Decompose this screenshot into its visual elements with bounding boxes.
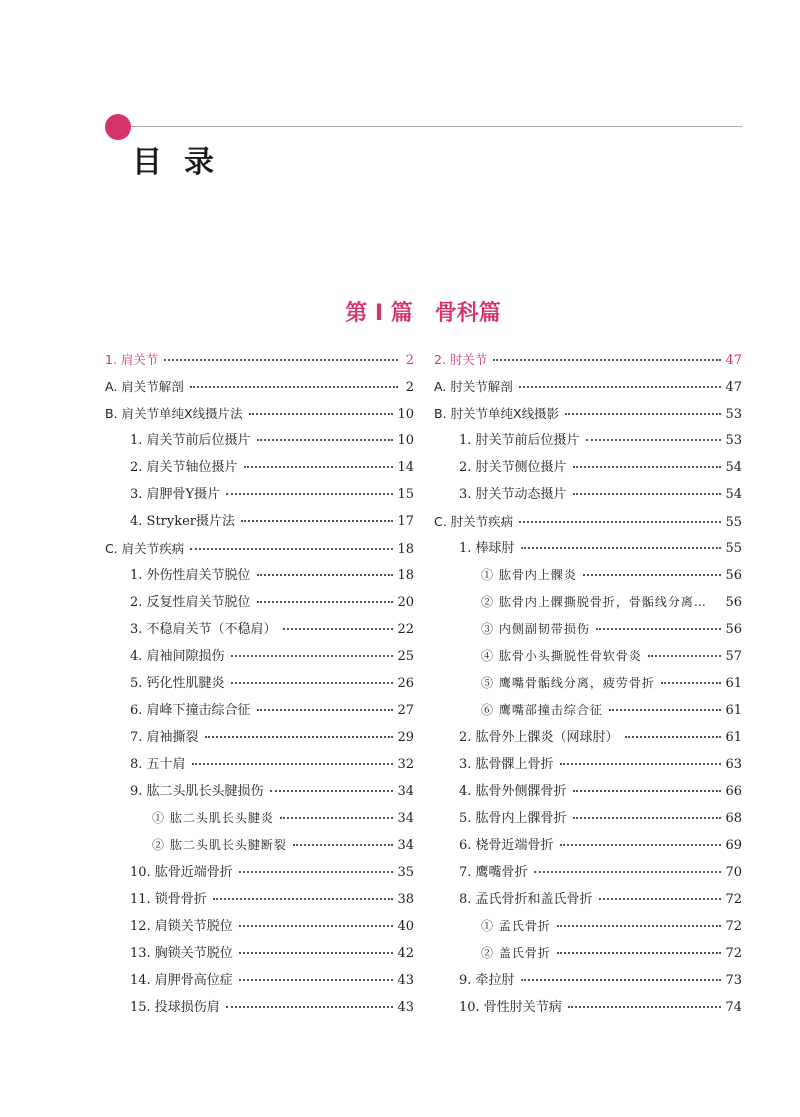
- toc-entry-title: ② 肱骨内上髁撕脱骨折，骨骺线分离…: [481, 595, 707, 609]
- dot-leader: [192, 762, 394, 765]
- toc-entry-title: 2. 肘关节: [434, 352, 488, 367]
- dot-leader: [557, 951, 722, 954]
- toc-entry-title: 2. 肘关节侧位摄片: [459, 460, 567, 475]
- dot-leader: [583, 573, 722, 576]
- toc-entry[interactable]: [105, 373, 414, 400]
- dot-leader: [257, 573, 394, 576]
- toc-entry[interactable]: [434, 454, 742, 481]
- toc-entry[interactable]: [105, 886, 414, 913]
- toc-entry[interactable]: [434, 832, 742, 859]
- dot-leader: [213, 897, 394, 900]
- toc-entry-title: 5. 钙化性肌腱炎: [130, 676, 225, 691]
- toc-entry[interactable]: [105, 508, 414, 535]
- toc-entry[interactable]: [434, 427, 742, 454]
- toc-entry[interactable]: [434, 481, 742, 508]
- toc-entry-page: 10: [397, 407, 414, 422]
- toc-entry-page: 69: [725, 838, 742, 853]
- toc-entry[interactable]: [434, 805, 742, 832]
- toc-entry-page: 61: [725, 703, 742, 718]
- toc-entry-title: 7. 鹰嘴骨折: [459, 865, 528, 880]
- dot-leader: [565, 412, 721, 415]
- toc-entry-title: 1. 外伤性肩关节脱位: [130, 568, 251, 583]
- dot-leader: [521, 546, 722, 549]
- toc-entry-page: 43: [397, 973, 414, 988]
- toc-entry-title: 8. 孟氏骨折和盖氏骨折: [459, 892, 593, 907]
- dot-leader: [249, 412, 394, 415]
- header-rule: [131, 126, 742, 127]
- dot-leader: [239, 870, 394, 873]
- dot-leader: [280, 816, 394, 819]
- toc-entry[interactable]: [434, 508, 742, 535]
- toc-entry[interactable]: [434, 859, 742, 886]
- dot-leader: [270, 789, 394, 792]
- accent-dot: [105, 114, 131, 140]
- toc-entry-title: 1. 肩关节: [105, 352, 159, 367]
- dot-leader: [226, 492, 393, 495]
- toc-entry-title: ① 孟氏骨折: [481, 919, 551, 933]
- toc-entry-title: ④ 肱骨小头撕脱性骨软骨炎: [481, 649, 642, 663]
- toc-entry[interactable]: [434, 670, 742, 697]
- toc-entry-page: 61: [725, 676, 742, 691]
- toc-entry[interactable]: [434, 994, 742, 1021]
- dot-leader: [241, 519, 393, 522]
- toc-entry[interactable]: [105, 400, 414, 427]
- toc-entry-page: 18: [397, 542, 414, 557]
- toc-entry-title: 4. 肱骨外侧髁骨折: [459, 784, 567, 799]
- dot-leader: [573, 789, 722, 792]
- toc-entry-page: 2: [405, 380, 414, 395]
- toc-entry-title: 3. 肩胛骨Y摄片: [130, 487, 221, 502]
- dot-leader: [239, 924, 394, 927]
- toc-entry-title: A. 肩关节解剖: [105, 379, 184, 394]
- toc-entry-page: 43: [397, 1000, 414, 1015]
- toc-entry-title: 13. 胸锁关节脱位: [130, 946, 233, 961]
- toc-entry-title: 11. 锁骨骨折: [130, 892, 207, 907]
- toc-entry[interactable]: [105, 859, 414, 886]
- toc-entry-page: 26: [397, 676, 414, 691]
- toc-entry-page: 42: [397, 946, 414, 961]
- dot-leader: [534, 870, 722, 873]
- toc-entry-page: 72: [725, 892, 742, 907]
- dot-leader: [519, 520, 721, 523]
- toc-entry[interactable]: [105, 562, 414, 589]
- toc-entry[interactable]: [105, 427, 414, 454]
- toc-entry-title: 3. 肱骨髁上骨折: [459, 757, 554, 772]
- toc-entry-title: ⑥ 鹰嘴部撞击综合征: [481, 703, 603, 717]
- toc-entry-page: 20: [397, 595, 414, 610]
- toc-entry-title: 4. Stryker摄片法: [130, 514, 236, 529]
- dot-leader: [713, 602, 722, 603]
- toc-entry[interactable]: [434, 562, 742, 589]
- toc-entry-page: 35: [397, 865, 414, 880]
- dot-leader: [164, 358, 398, 361]
- dot-leader: [648, 654, 722, 657]
- dot-leader: [586, 438, 722, 441]
- dot-leader: [573, 816, 722, 819]
- toc-entry-page: 47: [725, 353, 742, 368]
- part-title: 第 I 篇 骨科篇: [345, 301, 501, 326]
- toc-entry[interactable]: [105, 454, 414, 481]
- dot-leader: [560, 843, 722, 846]
- toc-entry-page: 66: [725, 784, 742, 799]
- dot-leader: [661, 681, 722, 684]
- toc-entry[interactable]: [434, 778, 742, 805]
- toc-entry[interactable]: [434, 346, 742, 373]
- toc-entry[interactable]: [434, 589, 742, 616]
- toc-entry[interactable]: [105, 778, 414, 805]
- dot-leader: [557, 924, 722, 927]
- toc-entry-page: 74: [725, 1000, 742, 1015]
- toc-entry-title: ③ 内侧副韧带损伤: [481, 622, 590, 636]
- dot-leader: [190, 385, 398, 388]
- toc-entry-page: 47: [725, 380, 742, 395]
- dot-leader: [226, 1005, 394, 1008]
- toc-entry-page: 56: [725, 568, 742, 583]
- toc-entry-page: 14: [397, 460, 414, 475]
- toc-entry-page: 72: [725, 919, 742, 934]
- toc-column-right: [434, 346, 742, 1021]
- toc-entry-page: 56: [725, 622, 742, 637]
- toc-entry-page: 18: [397, 568, 414, 583]
- toc-entry-title: 15. 投球损伤肩: [130, 1000, 220, 1015]
- toc-entry-page: 53: [725, 407, 742, 422]
- dot-leader: [560, 762, 722, 765]
- toc-entry-page: 55: [725, 515, 742, 530]
- toc-entry[interactable]: [105, 616, 414, 643]
- toc-entry-title: ① 肱二头肌长头腱炎: [152, 811, 274, 825]
- toc-entry-page: 40: [397, 919, 414, 934]
- toc-entry-page: 34: [397, 838, 414, 853]
- toc-entry[interactable]: [434, 616, 742, 643]
- toc-entry-page: 53: [725, 433, 742, 448]
- toc-entry[interactable]: [105, 643, 414, 670]
- toc-entry-title: 2. 反复性肩关节脱位: [130, 595, 251, 610]
- dot-leader: [239, 951, 394, 954]
- toc-entry-page: 68: [725, 811, 742, 826]
- toc-entry-title: B. 肩关节单纯X线摄片法: [105, 406, 243, 421]
- toc-entry-title: C. 肩关节疾病: [105, 541, 185, 556]
- toc-entry[interactable]: [434, 535, 742, 562]
- toc-entry-page: 27: [397, 703, 414, 718]
- toc-entry-title: 1. 肩关节前后位摄片: [130, 433, 251, 448]
- dot-leader: [625, 735, 722, 738]
- toc-entry[interactable]: [434, 940, 742, 967]
- dot-leader: [239, 978, 394, 981]
- toc-entry[interactable]: [105, 751, 414, 778]
- toc-entry-title: 14. 肩胛骨高位症: [130, 973, 233, 988]
- dot-leader: [231, 654, 394, 657]
- toc-entry-page: 29: [397, 730, 414, 745]
- toc-column-left: [105, 346, 414, 1021]
- toc-entry[interactable]: [105, 724, 414, 751]
- toc-entry[interactable]: [434, 724, 742, 751]
- toc-entry-title: C. 肘关节疾病: [434, 514, 514, 529]
- toc-entry-title: ① 肱骨内上髁炎: [481, 568, 577, 582]
- dot-leader: [257, 708, 394, 711]
- dot-leader: [493, 358, 721, 361]
- dot-leader: [568, 1005, 722, 1008]
- toc-entry[interactable]: [105, 913, 414, 940]
- toc-entry-page: 22: [397, 622, 414, 637]
- toc-entry-page: 25: [397, 649, 414, 664]
- dot-leader: [283, 627, 394, 630]
- toc-entry-title: A. 肘关节解剖: [434, 379, 513, 394]
- toc-entry-title: 12. 肩锁关节脱位: [130, 919, 233, 934]
- dot-leader: [521, 978, 722, 981]
- toc-entry[interactable]: [434, 886, 742, 913]
- toc-entry-page: 2: [405, 353, 414, 368]
- toc-entry-title: 1. 棒球肘: [459, 541, 515, 556]
- toc-entry-title: 3. 肘关节动态摄片: [459, 487, 567, 502]
- toc-entry-page: 63: [725, 757, 742, 772]
- toc-entry-title: 3. 不稳肩关节（不稳肩）: [130, 622, 277, 637]
- dot-leader: [257, 438, 394, 441]
- toc-entry-page: 57: [725, 649, 742, 664]
- toc-entry-title: 2. 肱骨外上髁炎（网球肘）: [459, 730, 619, 745]
- toc-entry[interactable]: [105, 967, 414, 994]
- toc-entry[interactable]: [434, 400, 742, 427]
- toc-entry[interactable]: [105, 535, 414, 562]
- toc-entry-page: 15: [397, 487, 414, 502]
- dot-leader: [573, 492, 722, 495]
- toc-entry[interactable]: [105, 670, 414, 697]
- toc-entry-title: 4. 肩袖间隙损伤: [130, 649, 225, 664]
- toc-entry[interactable]: [105, 697, 414, 724]
- toc-entry[interactable]: [105, 805, 414, 832]
- toc-entry-page: 56: [725, 595, 742, 610]
- toc-entry-title: 8. 五十肩: [130, 757, 186, 772]
- toc-entry-page: 38: [397, 892, 414, 907]
- toc-entry[interactable]: [105, 832, 414, 859]
- toc-entry-page: 73: [725, 973, 742, 988]
- toc-entry[interactable]: [105, 346, 414, 373]
- page-title: 目录: [132, 145, 236, 180]
- toc-entry-title: 10. 骨性肘关节病: [459, 1000, 562, 1015]
- toc-entry-title: 10. 肱骨近端骨折: [130, 865, 233, 880]
- dot-leader: [231, 681, 394, 684]
- toc-entry-page: 72: [725, 946, 742, 961]
- toc-entry-title: 9. 牵拉肘: [459, 973, 515, 988]
- toc-entry-page: 55: [725, 541, 742, 556]
- toc-entry-title: ② 盖氏骨折: [481, 946, 551, 960]
- toc-entry-page: 61: [725, 730, 742, 745]
- dot-leader: [293, 843, 394, 846]
- dot-leader: [190, 547, 393, 550]
- toc-entry[interactable]: [434, 967, 742, 994]
- dot-leader: [609, 708, 722, 711]
- toc-entry-page: 17: [397, 514, 414, 529]
- toc-entry-title: ⑤ 鹰嘴骨骺线分离，疲劳骨折: [481, 676, 655, 690]
- dot-leader: [596, 627, 722, 630]
- toc-entry[interactable]: [434, 751, 742, 778]
- toc-entry[interactable]: [434, 913, 742, 940]
- toc-entry-page: 34: [397, 811, 414, 826]
- toc-entry[interactable]: [105, 481, 414, 508]
- dot-leader: [573, 465, 722, 468]
- toc-entry-title: 7. 肩袖撕裂: [130, 730, 199, 745]
- dot-leader: [244, 465, 394, 468]
- toc-entry-title: 9. 肱二头肌长头腱损伤: [130, 784, 264, 799]
- toc-entry-title: ② 肱二头肌长头腱断裂: [152, 838, 287, 852]
- toc-entry[interactable]: [105, 589, 414, 616]
- toc-entry[interactable]: [434, 697, 742, 724]
- toc-entry-page: 34: [397, 784, 414, 799]
- toc-entry-page: 54: [725, 487, 742, 502]
- toc-entry[interactable]: [434, 643, 742, 670]
- toc-entry-title: B. 肘关节单纯X线摄影: [434, 406, 560, 421]
- toc-entry[interactable]: [434, 373, 742, 400]
- toc-entry-page: 32: [397, 757, 414, 772]
- dot-leader: [205, 735, 394, 738]
- toc-entry-title: 6. 肩峰下撞击综合征: [130, 703, 251, 718]
- toc-entry-title: 1. 肘关节前后位摄片: [459, 433, 580, 448]
- toc-entry-page: 70: [725, 865, 742, 880]
- toc-entry-title: 6. 桡骨近端骨折: [459, 838, 554, 853]
- toc-entry-page: 10: [397, 433, 414, 448]
- toc-entry-title: 5. 肱骨内上髁骨折: [459, 811, 567, 826]
- toc-entry-page: 54: [725, 460, 742, 475]
- dot-leader: [519, 385, 722, 388]
- toc-entry[interactable]: [105, 940, 414, 967]
- toc-entry[interactable]: [105, 994, 414, 1021]
- toc-entry-title: 2. 肩关节轴位摄片: [130, 460, 238, 475]
- dot-leader: [257, 600, 394, 603]
- dot-leader: [599, 897, 722, 900]
